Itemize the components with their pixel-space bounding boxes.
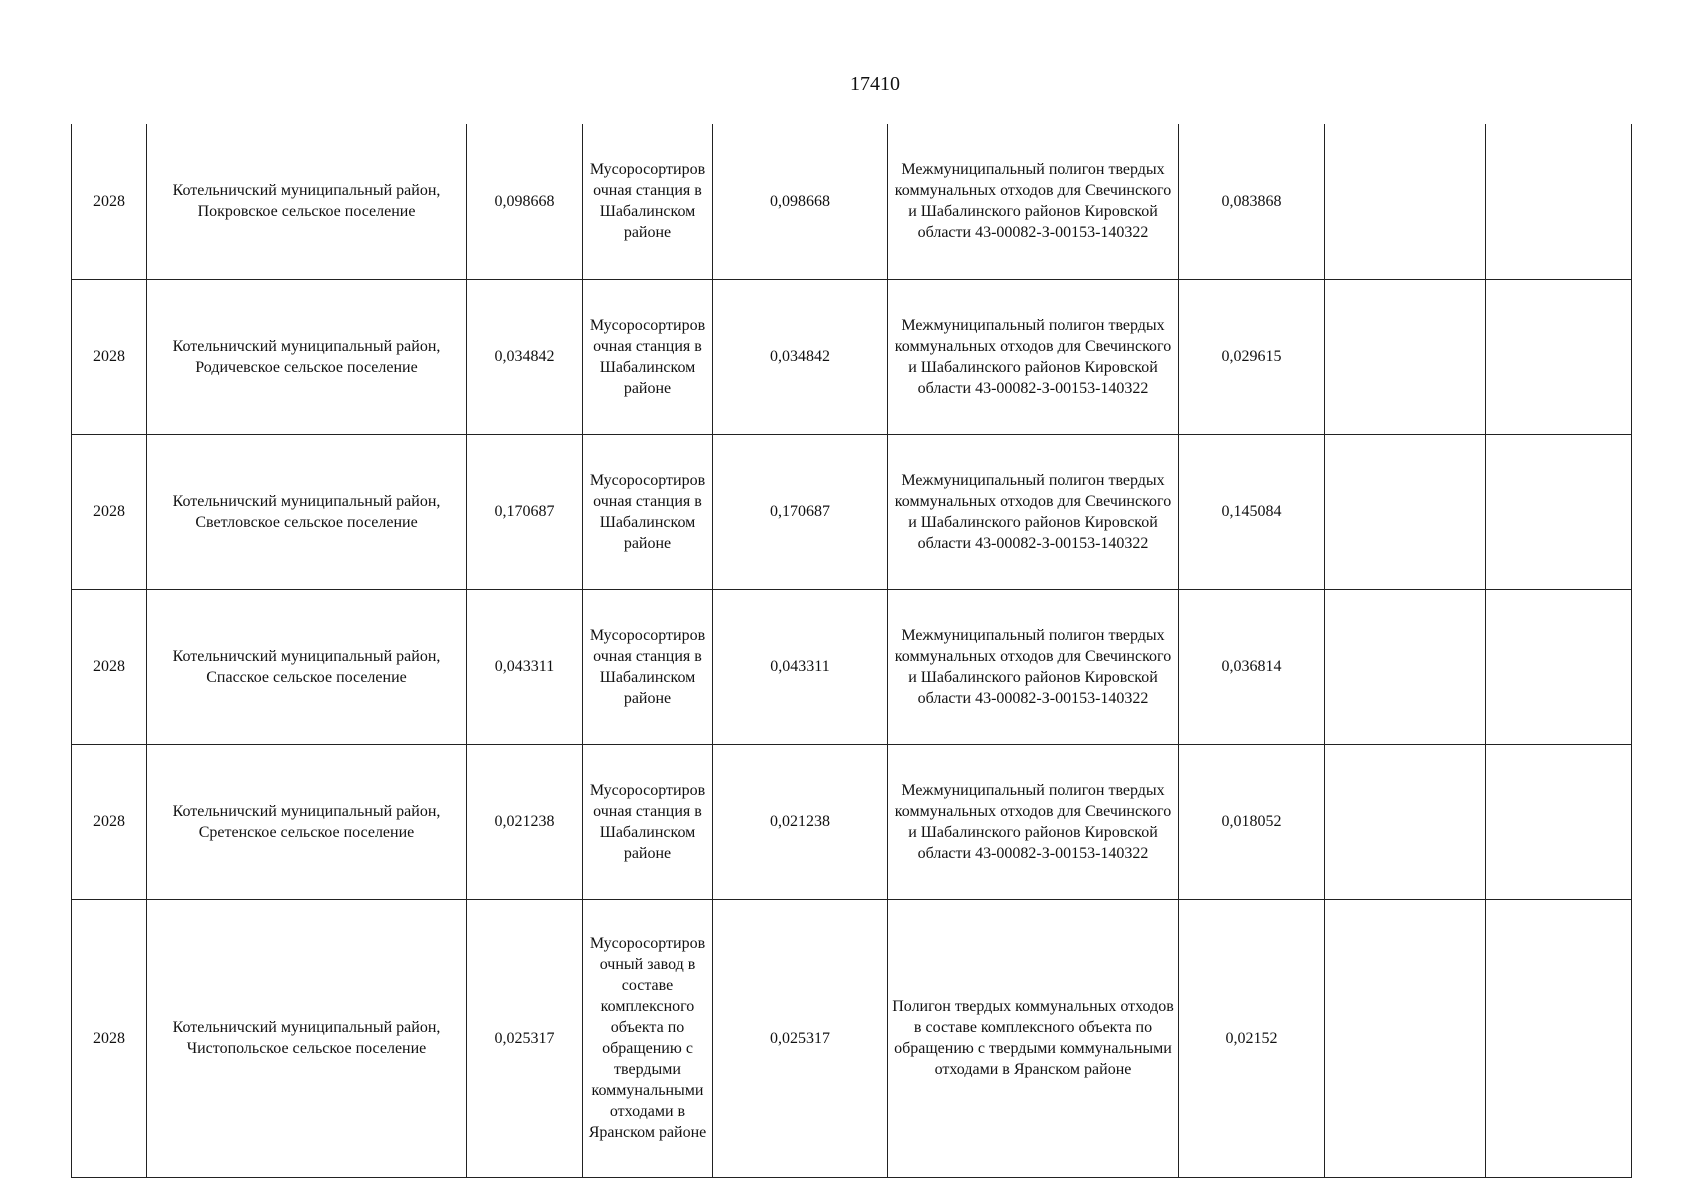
page-number: 17410 [850,73,900,95]
cell-area: Котельничский муниципальный район, Сретенское сельское поселение [147,744,467,899]
cell-volume-generated: 0,025317 [467,899,583,1177]
cell-sorting-facility: Мусоросортировочная станция в Шабалинском районе [583,744,713,899]
cell-empty [1486,434,1632,589]
cell-disposal-facility: Межмуниципальный полигон твердых коммунальных отходов для Свечинского и Шабалинского районов Кировской области 43-00082-З-00153-140322 [888,434,1179,589]
cell-empty [1325,279,1486,434]
cell-volume-disposed: 0,029615 [1179,279,1325,434]
cell-volume-generated: 0,021238 [467,744,583,899]
cell-year: 2028 [72,434,147,589]
cell-area: Котельничский муниципальный район, Родичевское сельское поселение [147,279,467,434]
cell-empty [1325,124,1486,279]
cell-sorting-facility: Мусоросортировочная станция в Шабалинском районе [583,589,713,744]
cell-year: 2028 [72,279,147,434]
cell-volume-sorted: 0,025317 [713,899,888,1177]
cell-volume-sorted: 0,170687 [713,434,888,589]
cell-volume-generated: 0,098668 [467,124,583,279]
cell-volume-sorted: 0,043311 [713,589,888,744]
cell-sorting-facility: Мусоросортировочный завод в составе комплексного объекта по обращению с твердыми коммунальными отходами в Яранском районе [583,899,713,1177]
cell-empty [1486,899,1632,1177]
cell-volume-disposed: 0,036814 [1179,589,1325,744]
cell-volume-generated: 0,043311 [467,589,583,744]
cell-empty [1486,124,1632,279]
waste-flow-table [71,124,1632,1178]
table-row [72,279,1632,434]
cell-volume-generated: 0,034842 [467,279,583,434]
cell-volume-disposed: 0,02152 [1179,899,1325,1177]
cell-volume-sorted: 0,098668 [713,124,888,279]
cell-area: Котельничский муниципальный район, Покровское сельское поселение [147,124,467,279]
cell-empty [1486,589,1632,744]
cell-sorting-facility: Мусоросортировочная станция в Шабалинском районе [583,124,713,279]
cell-disposal-facility: Межмуниципальный полигон твердых коммунальных отходов для Свечинского и Шабалинского районов Кировской области 43-00082-З-00153-140322 [888,279,1179,434]
cell-area: Котельничский муниципальный район, Чистопольское сельское поселение [147,899,467,1177]
cell-disposal-facility: Межмуниципальный полигон твердых коммунальных отходов для Свечинского и Шабалинского районов Кировской области 43-00082-З-00153-140322 [888,744,1179,899]
cell-empty [1325,589,1486,744]
cell-volume-sorted: 0,021238 [713,744,888,899]
cell-empty [1325,434,1486,589]
table-row [72,744,1632,899]
cell-empty [1486,279,1632,434]
cell-disposal-facility: Межмуниципальный полигон твердых коммунальных отходов для Свечинского и Шабалинского районов Кировской области 43-00082-З-00153-140322 [888,124,1179,279]
cell-empty [1486,744,1632,899]
cell-volume-generated: 0,170687 [467,434,583,589]
cell-volume-sorted: 0,034842 [713,279,888,434]
table-row [72,434,1632,589]
cell-volume-disposed: 0,145084 [1179,434,1325,589]
cell-empty [1325,744,1486,899]
table-row [72,124,1632,279]
table-row [72,899,1632,1177]
cell-area: Котельничский муниципальный район, Спасское сельское поселение [147,589,467,744]
cell-year: 2028 [72,124,147,279]
cell-volume-disposed: 0,018052 [1179,744,1325,899]
cell-area: Котельничский муниципальный район, Светловское сельское поселение [147,434,467,589]
cell-year: 2028 [72,589,147,744]
cell-disposal-facility: Межмуниципальный полигон твердых коммунальных отходов для Свечинского и Шабалинского районов Кировской области 43-00082-З-00153-140322 [888,589,1179,744]
cell-empty [1325,899,1486,1177]
cell-year: 2028 [72,744,147,899]
cell-sorting-facility: Мусоросортировочная станция в Шабалинском районе [583,279,713,434]
cell-disposal-facility: Полигон твердых коммунальных отходов в составе комплексного объекта по обращению с твердыми коммунальными отходами в Яранском районе [888,899,1179,1177]
cell-sorting-facility: Мусоросортировочная станция в Шабалинском районе [583,434,713,589]
table-row [72,589,1632,744]
cell-year: 2028 [72,899,147,1177]
cell-volume-disposed: 0,083868 [1179,124,1325,279]
